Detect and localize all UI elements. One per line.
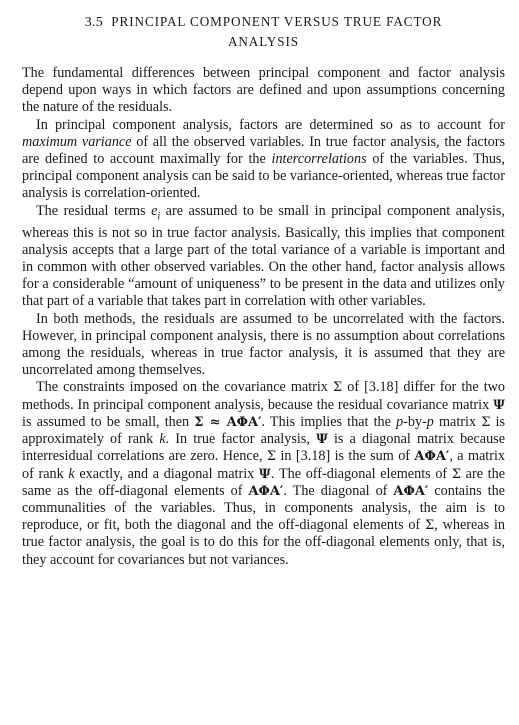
text-run: k <box>68 465 75 482</box>
text-run: AΦA′ <box>393 483 429 499</box>
text-run: i <box>157 210 161 222</box>
text-run: . In true factor analysis, <box>165 431 316 448</box>
text-run: Σ <box>332 380 343 396</box>
text-run: AΦA′ <box>248 483 284 499</box>
text-run: exactly, and a diagonal matrix <box>74 465 259 482</box>
text-run: Ψ <box>315 432 328 448</box>
text-run: p <box>426 413 434 430</box>
text-run: In both methods, the residuals are assumed to be uncorrelated with the factors. However, in principal component analysis, there is no assumption about correlations among the residuals, whereas in true factor analysis, it is assumed that they are uncorrelated among themselves. <box>22 310 505 379</box>
text-run: Ψ <box>493 397 505 413</box>
text-run: of the variables. Thus, principal component analysis can be said to be variance-oriented, whereas true factor analysis is correlation-oriented. <box>22 151 505 202</box>
text-run: The constraints imposed on the covariance matrix <box>36 379 333 396</box>
text-run: e <box>151 202 158 219</box>
text-run: The fundamental differences between principal component and factor analysis depend upon ways in which factors are defined and upon assumptions concerning the nature of the residuals. <box>22 65 505 116</box>
text-run: maximum variance <box>22 133 132 150</box>
text-run: Ψ <box>258 466 271 482</box>
text-run: matrix <box>433 413 482 430</box>
paragraph <box>22 117 505 203</box>
section-heading <box>22 12 505 51</box>
text-run: , a matrix of rank <box>22 448 506 482</box>
text-run: Σ <box>266 449 277 465</box>
paragraph <box>22 65 505 117</box>
text-run: is assumed to be small, then <box>22 413 195 430</box>
text-run: . The diagonal of <box>283 482 394 499</box>
text-run: , whereas in true factor analysis, the goal is to do this for the off-diagonal elements only, that is, they account for covariances but not variances. <box>22 517 505 568</box>
section-number: 3.5 <box>84 15 104 30</box>
body-text <box>22 65 505 569</box>
text-run: Σ <box>481 414 491 430</box>
section-title: PRINCIPAL COMPONENT VERSUS TRUE FACTOR ANALYSIS <box>111 14 443 49</box>
text-run: are assumed to be small in principal component analysis, whereas this is not so in true factor analysis. Basically, this implies that component analysis accepts that a large part of the total variance of a variable is important and in common with other observed variables. On the other hand, factor analysis allows for a considerable “amount of uniqueness” to be present in the data and utilizes only that part of a variable that takes part in correlation with other variables. <box>22 202 505 310</box>
text-run: are the same as the off-diagonal elements of <box>22 465 505 499</box>
text-run: Σ <box>451 466 462 482</box>
text-run: of [3.18] differ for the two methods. In principal component analysis, because the residual covariance matrix <box>22 379 505 413</box>
text-run: is a diagonal matrix because interresidual correlations are zero. Hence, <box>22 431 505 465</box>
text-run: contains the communalities of the variables. Thus, in components analysis, the aim is to reproduce, or fit, both the diagonal and the off-diagonal elements of <box>22 482 505 534</box>
text-run: Σ <box>425 518 435 534</box>
text-run: In principal component analysis, factors are determined so as to account for <box>36 116 505 133</box>
paragraph <box>22 379 505 568</box>
text-run: in [3.18] is the sum of <box>276 448 415 465</box>
text-run: The residual terms <box>36 202 152 219</box>
text-run: -by- <box>403 413 427 430</box>
text-run: Σ ≈ AΦA′ <box>194 414 262 430</box>
text-run: p <box>396 413 404 430</box>
paragraph <box>22 311 505 380</box>
text-run: k <box>159 431 166 448</box>
text-run: of all the observed variables. In true factor analysis, the factors are defined to account maximally for the <box>22 133 505 168</box>
paragraph <box>22 203 505 311</box>
text-run: AΦA′ <box>414 449 450 465</box>
text-run: . The off-diagonal elements of <box>270 465 452 482</box>
text-run: . This implies that the <box>261 413 397 430</box>
text-run: is approximately of rank <box>22 413 506 448</box>
text-run: intercorrelations <box>271 151 367 168</box>
